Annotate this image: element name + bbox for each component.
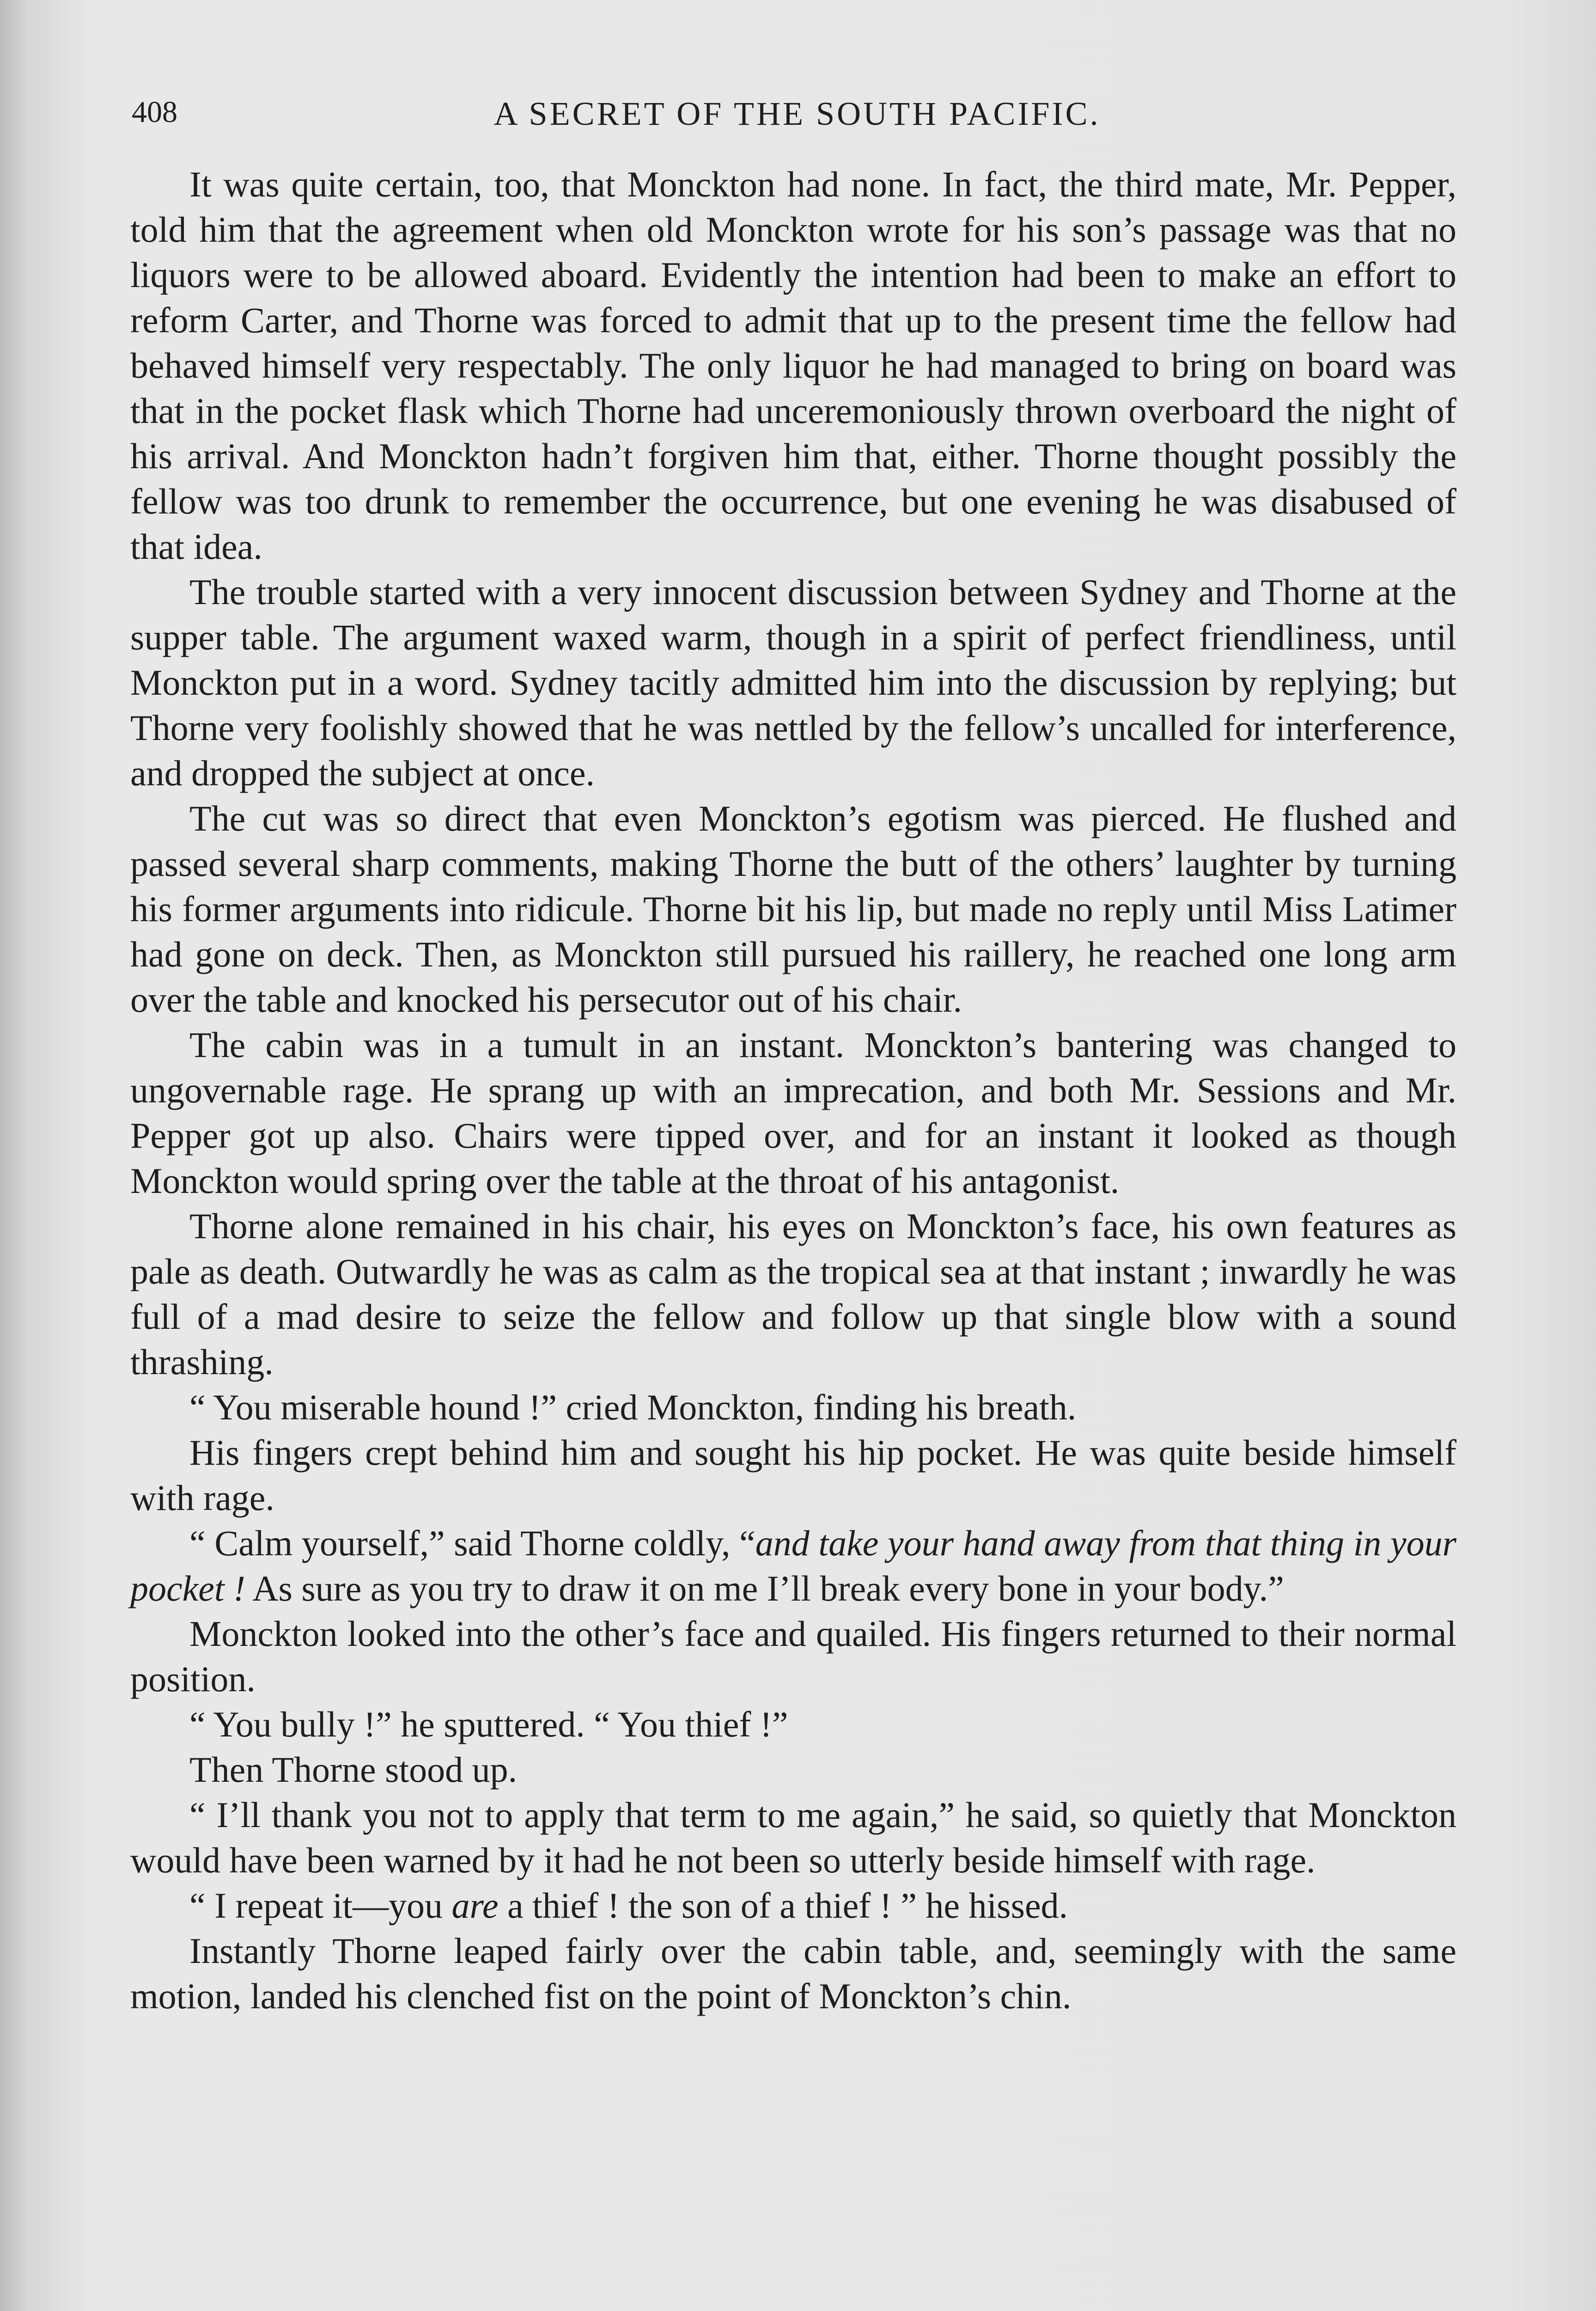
- paragraph: The cut was so direct that even Monckton’s egotism was pierced. He flushed and passed several sharp comments, making Thorne the butt of the others’ laughter by turning his former arguments into ridicule. Thorne bit his lip, but made no reply until Miss Latimer had gone on deck. Then, as Monckton still pursued his raillery, he reached one long arm over the table and knocked his persecutor out of his chair.: [130, 798, 1456, 1020]
- paragraph: It was quite certain, too, that Monckton had none. In fact, the third mate, Mr. Pepper, told him that the agreement when old Monckton wrote for his son’s passage was that no liquors were to be allowed aboard. Evidently the intention had been to make an effort to reform Carter, and Thorne was forced to admit that up to the present time the fellow had behaved himself very respectably. The only liquor he had managed to bring on board was that in the pocket flask which Thorne had unceremoniously thrown overboard the night of his arrival. And Monckton hadn’t forgiven him that, either. Thorne thought possibly the fellow was too drunk to remember the occurrence, but one evening he was disabused of that idea.: [130, 164, 1456, 567]
- running-title: A SECRET OF THE SOUTH PACIFIC.: [493, 95, 1101, 132]
- paragraph: “ You bully !” he sputtered. “ You thief !”: [189, 1704, 788, 1744]
- paragraph: Monckton looked into the other’s face and quailed. His fingers returned to their normal position.: [130, 1614, 1456, 1699]
- paragraph: Instantly Thorne leaped fairly over the cabin table, and, seemingly with the same motion, landed his clenched fist on the point of Monckton’s chin.: [130, 1931, 1456, 2016]
- paragraph: “ I’ll thank you not to apply that term to me again,” he said, so quietly that Monckton would have been warned by it had he not been so utterly beside himself with rage.: [130, 1795, 1456, 1880]
- body-text: [130, 162, 1456, 2019]
- paragraph: Then Thorne stood up.: [189, 1749, 518, 1790]
- paragraph: His fingers crept behind him and sought his hip pocket. He was quite beside himself with rage.: [130, 1432, 1456, 1518]
- paragraph: “ You miserable hound !” cried Monckton, finding his breath.: [189, 1387, 1077, 1427]
- paragraph: “ Calm yourself,” said Thorne coldly, “and take your hand away from that thing in your pocket ! As sure as you try to draw it on me I’ll break every bone in your body.”: [130, 1523, 1456, 1608]
- page-header: [132, 81, 1462, 146]
- paragraph: The trouble started with a very innocent discussion between Sydney and Thorne at the supper table. The argument waxed warm, though in a spirit of perfect friendliness, until Monckton put in a word. Sydney tacitly admitted him into the discussion by replying; but Thorne very foolishly showed that he was nettled by the fellow’s uncalled for interference, and dropped the subject at once.: [130, 572, 1456, 793]
- paragraph: The cabin was in a tumult in an instant. Monckton’s bantering was changed to ungovernable rage. He sprang up with an imprecation, and both Mr. Sessions and Mr. Pepper got up also. Chairs were tipped over, and for an instant it looked as though Monckton would spring over the table at the throat of his antagonist.: [130, 1025, 1456, 1201]
- paragraph: “ I repeat it—you are a thief ! the son of a thief ! ” he hissed.: [189, 1885, 1068, 1926]
- italic-text: are: [451, 1885, 499, 1926]
- paragraph: Thorne alone remained in his chair, his eyes on Monckton’s face, his own features as pale as death. Outwardly he was as calm as the tropical sea at that instant ; inwardly he was full of a mad desire to seize the fellow and follow up that single blow with a sound thrashing.: [130, 1206, 1456, 1382]
- page-number: 408: [132, 95, 177, 129]
- italic-text: and take your hand away from that thing in your pocket !: [130, 1523, 1456, 1608]
